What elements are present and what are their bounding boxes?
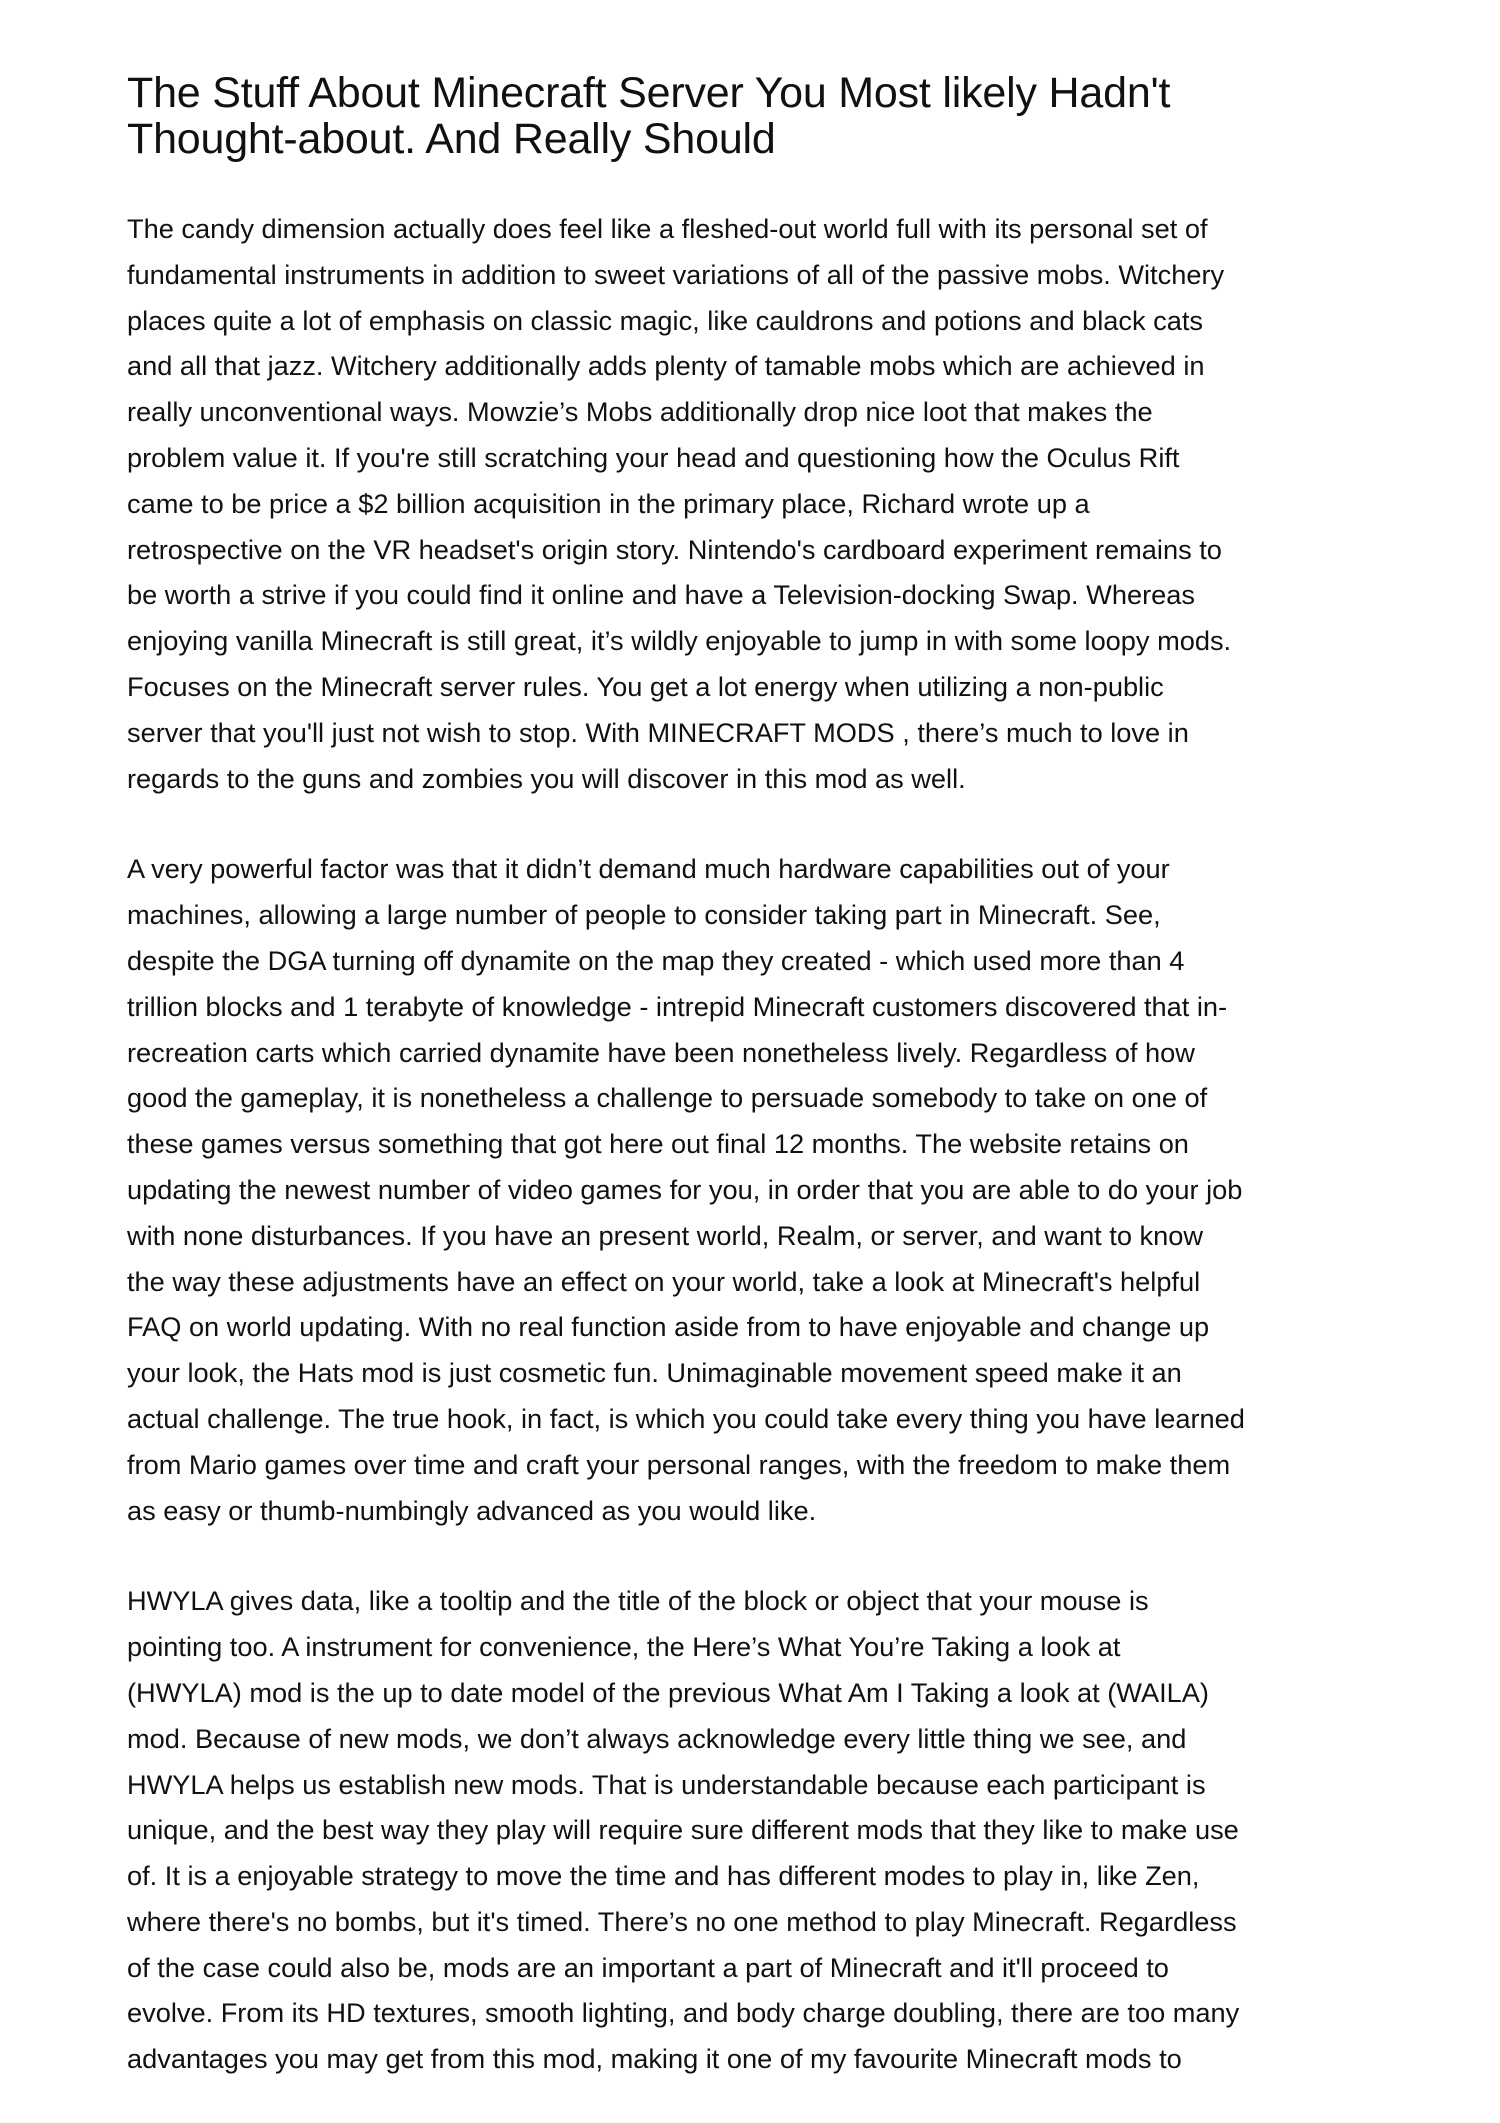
text-line: of the case could also be, mods are an important a part of Minecraft and it'll proceed to: [127, 1951, 1169, 1983]
text-line: despite the DGA turning off dynamite on the map they created - which used more than 4: [127, 944, 1185, 976]
text-line: where there's no bombs, but it's timed. There’s no one method to play Minecraft. Regardless: [127, 1905, 1237, 1937]
text-line: mod. Because of new mods, we don’t always acknowledge every little thing we see, and: [127, 1722, 1187, 1754]
text-line: server that you'll just not wish to stop. With MINECRAFT MODS , there’s much to love in: [127, 716, 1189, 748]
text-line: your look, the Hats mod is just cosmetic fun. Unimaginable movement speed make it an: [127, 1357, 1182, 1389]
text-line: be worth a strive if you could find it online and have a Television-docking Swap. Whereas: [127, 579, 1195, 611]
paragraph-3: [127, 1578, 1427, 2082]
text-line: updating the newest number of video games for you, in order that you are able to do your job: [127, 1173, 1243, 1205]
text-line: and all that jazz. Witchery additionally adds plenty of tamable mobs which are achieved in: [127, 350, 1205, 382]
text-line: A very powerful factor was that it didn’t demand much hardware capabilities out of your: [127, 853, 1170, 885]
title-line: The Stuff About Minecraft Server You Most likely Hadn't: [127, 69, 1171, 117]
text-line: regards to the guns and zombies you will discover in this mod as well.: [127, 762, 966, 794]
text-line: enjoying vanilla Minecraft is still great, it’s wildly enjoyable to jump in with some loopy mods.: [127, 625, 1232, 657]
title-line: Thought-about. And Really Should: [127, 115, 776, 163]
text-line: from Mario games over time and craft your personal ranges, with the freedom to make them: [127, 1448, 1231, 1480]
text-line: evolve. From its HD textures, smooth lighting, and body charge doubling, there are too many: [127, 1997, 1240, 2029]
text-line: places quite a lot of emphasis on classic magic, like cauldrons and potions and black cats: [127, 304, 1204, 336]
text-line: retrospective on the VR headset's origin story. Nintendo's cardboard experiment remains to: [127, 533, 1222, 565]
text-line: really unconventional ways. Mowzie’s Mobs additionally drop nice loot that makes the: [127, 396, 1153, 428]
text-line: HWYLA helps us establish new mods. That is understandable because each participant is: [127, 1768, 1206, 1800]
text-line: good the gameplay, it is nonetheless a challenge to persuade somebody to take on one of: [127, 1082, 1208, 1114]
text-line: came to be price a $2 billion acquisition in the primary place, Richard wrote up a: [127, 487, 1090, 519]
text-line: HWYLA gives data, like a tooltip and the title of the block or object that your mouse is: [127, 1585, 1149, 1617]
text-line: problem value it. If you're still scratching your head and questioning how the Oculus Rift: [127, 441, 1180, 473]
text-line: The candy dimension actually does feel like a fleshed-out world full with its personal set of: [127, 213, 1208, 244]
document-page: [127, 70, 1427, 2082]
text-line: FAQ on world updating. With no real function aside from to have enjoyable and change up: [127, 1311, 1210, 1343]
text-line: as easy or thumb-numbingly advanced as you would like.: [127, 1494, 817, 1526]
text-line: advantages you may get from this mod, making it one of my favourite Minecraft mods to: [127, 2043, 1182, 2075]
text-line: Focuses on the Minecraft server rules. You get a lot energy when utilizing a non-public: [127, 670, 1164, 702]
text-line: unique, and the best way they play will require sure different mods that they like to make use: [127, 1814, 1239, 1846]
paragraph-2: [127, 846, 1427, 1533]
text-line: (HWYLA) mod is the up to date model of the previous What Am I Taking a look at (WAILA): [127, 1676, 1209, 1708]
text-line: with none disturbances. If you have an present world, Realm, or server, and want to know: [127, 1219, 1203, 1251]
text-line: trillion blocks and 1 terabyte of knowledge - intrepid Minecraft customers discovered that in-: [127, 990, 1228, 1022]
text-line: actual challenge. The true hook, in fact, is which you could take every thing you have learned: [127, 1402, 1245, 1434]
text-line: these games versus something that got here out final 12 months. The website retains on: [127, 1128, 1189, 1160]
text-line: pointing too. A instrument for convenience, the Here’s What You’re Taking a look at: [127, 1631, 1121, 1663]
text-line: the way these adjustments have an effect on your world, take a look at Minecraft's helpful: [127, 1265, 1201, 1297]
text-line: recreation carts which carried dynamite have been nonetheless lively. Regardless of how: [127, 1036, 1195, 1068]
page-title: [127, 70, 1427, 162]
text-line: machines, allowing a large number of people to consider taking part in Minecraft. See,: [127, 899, 1161, 931]
paragraph-1: [127, 206, 1427, 801]
text-line: fundamental instruments in addition to sweet variations of all of the passive mobs. Witchery: [127, 258, 1225, 290]
text-line: of. It is a enjoyable strategy to move the time and has different modes to play in, like Zen,: [127, 1860, 1200, 1892]
